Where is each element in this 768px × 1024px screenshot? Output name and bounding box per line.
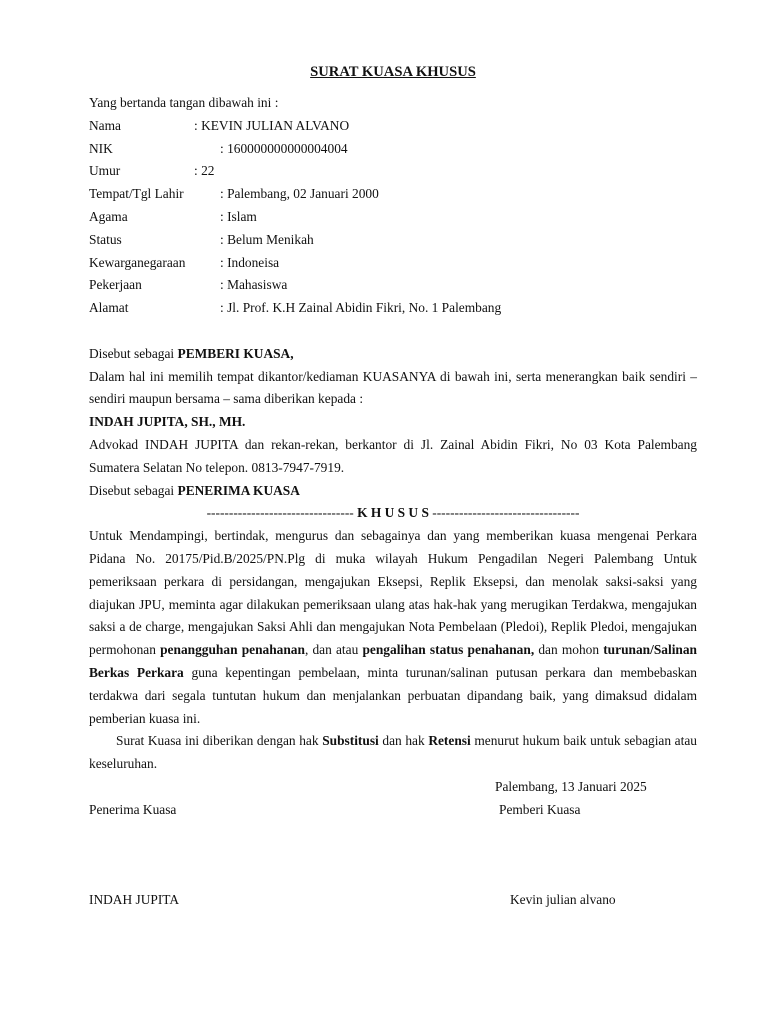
closing-text: dan hak xyxy=(378,733,429,749)
identity-label: Nama xyxy=(89,117,121,133)
advocate-name xyxy=(89,411,697,434)
identity-value: : 160000000000004004 xyxy=(220,140,348,156)
identity-value: : Palembang, 02 Januari 2000 xyxy=(220,186,379,202)
signature-space xyxy=(89,822,697,889)
giver-name: Kevin julian alvano xyxy=(510,891,616,907)
identity-label: Umur xyxy=(89,163,121,179)
intro-line: Yang bertanda tangan dibawah ini : xyxy=(89,95,279,110)
identity-label: Kewarganegaraan xyxy=(89,254,186,270)
identity-value: : Islam xyxy=(220,208,257,224)
closing-text: Surat Kuasa ini diberikan dengan hak xyxy=(116,733,323,749)
identity-row-kewarganegaraan xyxy=(89,252,697,275)
identity-value: : KEVIN JULIAN ALVANO xyxy=(194,117,350,133)
body-bold-turunan: turunan/Salinan Berkas Perkara xyxy=(89,642,697,680)
signature-roles-row xyxy=(89,799,697,822)
identity-row-pekerjaan xyxy=(89,274,697,297)
pemberi-prefix: Disebut sebagai xyxy=(89,345,178,361)
closing-text: menurut hukum baik untuk sebagian atau keseluruhan. xyxy=(89,733,697,772)
identity-label: Tempat/Tgl Lahir xyxy=(89,186,184,202)
identity-value: : 22 xyxy=(194,163,215,179)
pemberi-kuasa-line xyxy=(89,343,697,366)
identity-row-nik xyxy=(89,138,697,161)
identity-label: Status xyxy=(89,231,122,247)
signature-names-row xyxy=(89,889,697,912)
penerima-label: PENERIMA KUASA xyxy=(177,482,300,498)
identity-label: Agama xyxy=(89,208,128,224)
penerima-kuasa-line xyxy=(89,480,697,503)
khusus-label: K H U S U S xyxy=(357,505,429,521)
identity-label: Alamat xyxy=(89,300,129,316)
identity-row-status xyxy=(89,229,697,252)
identity-row-nama xyxy=(89,115,697,138)
body-text: Untuk Mendampingi, bertindak, mengurus dan sebagainya dan yang memberikan kuasa mengenai Perkara Pidana No. 20175/Pid.B/2025/PN.Plg di muka wilayah Hukum Pengadilan Negeri Palembang Untuk pemeriksaan perkara di persidangan, mengajukan Eksepsi, Replik Eksepsi, dan menolak saksi-saksi yang diajukan JPU, meminta agar dilakukan pemeriksaan ulang atas hak-hak yang merugikan Terdakwa, mengajukan saksi a de charge, mengajukan Saksi Ahli dan mengajukan Nota Pembelaan (Pledoi), Replik Pledoi, mengajukan permohonan xyxy=(89,528,697,658)
identity-row-ttl xyxy=(89,183,697,206)
khusus-divider xyxy=(89,502,697,525)
body-paragraph xyxy=(89,525,697,730)
spacer xyxy=(89,320,697,343)
identity-value: : Mahasiswa xyxy=(220,277,288,293)
giver-role: Pemberi Kuasa xyxy=(499,801,581,817)
advocate-name-text: INDAH JUPITA, SH., MH. xyxy=(89,414,246,430)
closing-paragraph xyxy=(89,730,697,776)
body-bold-penangguhan: penangguhan penahanan xyxy=(160,642,305,658)
letter-page xyxy=(89,62,697,911)
pemberi-label: PEMBERI KUASA, xyxy=(177,345,294,361)
body-bold-pengalihan: pengalihan status penahanan, xyxy=(362,642,535,658)
identity-row-umur xyxy=(89,160,697,183)
khusus-right-dashes: --------------------------------- xyxy=(428,505,580,521)
identity-row-agama xyxy=(89,206,697,229)
identity-value: : Indoneisa xyxy=(220,254,280,270)
identity-value: : Jl. Prof. K.H Zainal Abidin Fikri, No. 1 Palembang xyxy=(220,300,502,316)
identity-row-alamat xyxy=(89,297,697,320)
place-date-row xyxy=(89,776,697,799)
place-date: Palembang, 13 Januari 2025 xyxy=(495,778,647,794)
advocate-paragraph: Advokad INDAH JUPITA dan rekan-rekan, berkantor di Jl. Zainal Abidin Fikri, No 03 Kota Palembang Sumatera Selatan No telepon. 0813-7947-7919. xyxy=(89,436,697,475)
letter-title: SURAT KUASA KHUSUS xyxy=(310,64,476,80)
identity-block xyxy=(89,115,697,320)
body-text: guna kepentingan pembelaan, minta turunan/salinan putusan perkara dan membebaskan terdakwa dari segala tuntutan hukum dan menjalankan perbuatan dipandang baik, yang dimaksud didalam pemberian kuasa ini. xyxy=(89,664,697,726)
khusus-left-dashes: --------------------------------- xyxy=(206,505,358,521)
body-text: , dan atau xyxy=(304,642,363,658)
penerima-prefix: Disebut sebagai xyxy=(89,482,178,498)
closing-bold-substitusi: Substitusi xyxy=(322,733,379,749)
body-text: dan mohon xyxy=(534,642,604,658)
closing-bold-retensi: Retensi xyxy=(428,733,471,749)
receiver-role: Penerima Kuasa xyxy=(89,801,177,817)
identity-label: Pekerjaan xyxy=(89,277,142,293)
identity-label: NIK xyxy=(89,140,113,156)
choose-paragraph: Dalam hal ini memilih tempat dikantor/kediaman KUASANYA di bawah ini, serta menerangkan baik sendiri – sendiri maupun bersama – sama diberikan kepada : xyxy=(89,368,697,407)
receiver-name: INDAH JUPITA xyxy=(89,891,180,907)
identity-value: : Belum Menikah xyxy=(220,231,314,247)
